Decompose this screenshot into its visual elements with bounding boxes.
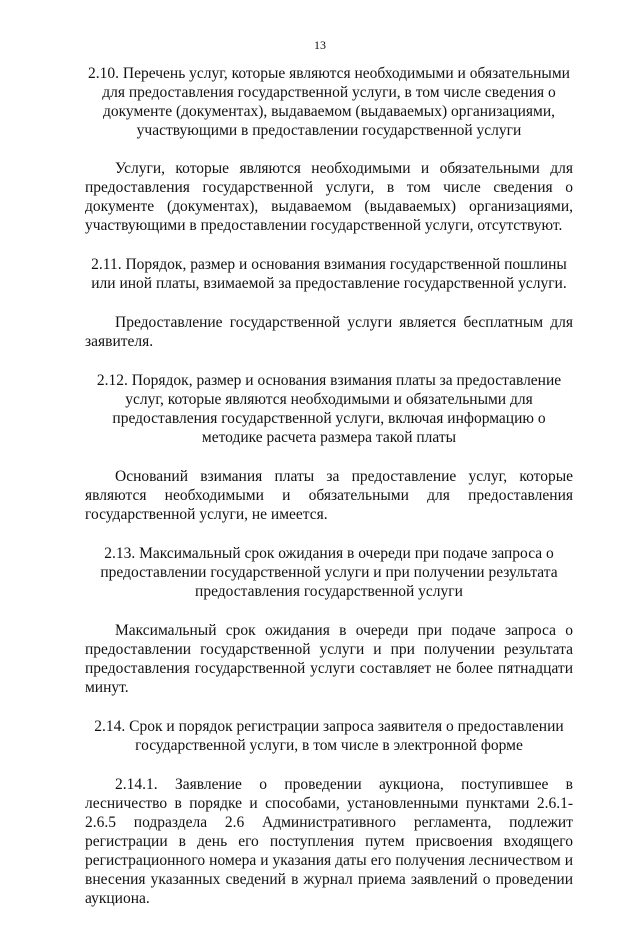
section-paragraph-2-14-1: 2.14.1. Заявление о проведении аукциона, поступившее в лесничество в порядке и способами, установленными пунктами 2.6.1-2.6.5 подраздела 2.6 Административного регламента, подлежит регистрации в день его поступления путем присвоения входящего регистрационного номера и указания даты его получения лесничеством и внесения указанных сведений в журнал приема заявлений о проведении аукциона.: [85, 776, 573, 907]
section-paragraph-2-13: Максимальный срок ожидания в очереди при подаче запроса о предоставлении государственной услуги и при получении результата предоставления государственной услуги составляет не более пятнадцати минут.: [85, 622, 573, 696]
section-paragraph-2-12: Оснований взимания платы за предоставление услуг, которые являются необходимыми и обязательными для предоставления государственной услуги, не имеется.: [85, 468, 573, 523]
section-paragraph-2-11: Предоставление государственной услуги является бесплатным для заявителя.: [85, 314, 573, 350]
page-number: 13: [314, 38, 326, 52]
document-body: [85, 64, 573, 928]
section-heading-2-12: 2.12. Порядок, размер и основания взимания платы за предоставление услуг, которые являются необходимыми и обязательными для предоставления государственной услуги, включая информацию о методике расчета размера такой платы: [96, 372, 562, 446]
section-heading-2-13: 2.13. Максимальный срок ожидания в очереди при подаче запроса о предоставлении государственной услуги и при получении результата предоставления государственной услуги: [100, 545, 558, 600]
section-heading-2-10: 2.10. Перечень услуг, которые являются необходимыми и обязательными для предоставления государственной услуги, в том числе сведения о документе (документах), выдаваемом (выдаваемых) организациями, участвующими в предоставлении государственной услуги: [88, 65, 570, 139]
section-heading-2-14: 2.14. Срок и порядок регистрации запроса заявителя о предоставлении государственной услуги, в том числе в электронной форме: [94, 718, 564, 754]
section-paragraph-2-10: Услуги, которые являются необходимыми и обязательными для предоставления государственной услуги, в том числе сведения о документе (документах), выдаваемом (выдаваемых) организациями, участвующими в предоставлении государственной услуги, отсутствуют.: [85, 160, 573, 234]
section-heading-2-11: 2.11. Порядок, размер и основания взимания государственной пошлины или иной платы, взимаемой за предоставление государственной услуги.: [91, 256, 567, 292]
